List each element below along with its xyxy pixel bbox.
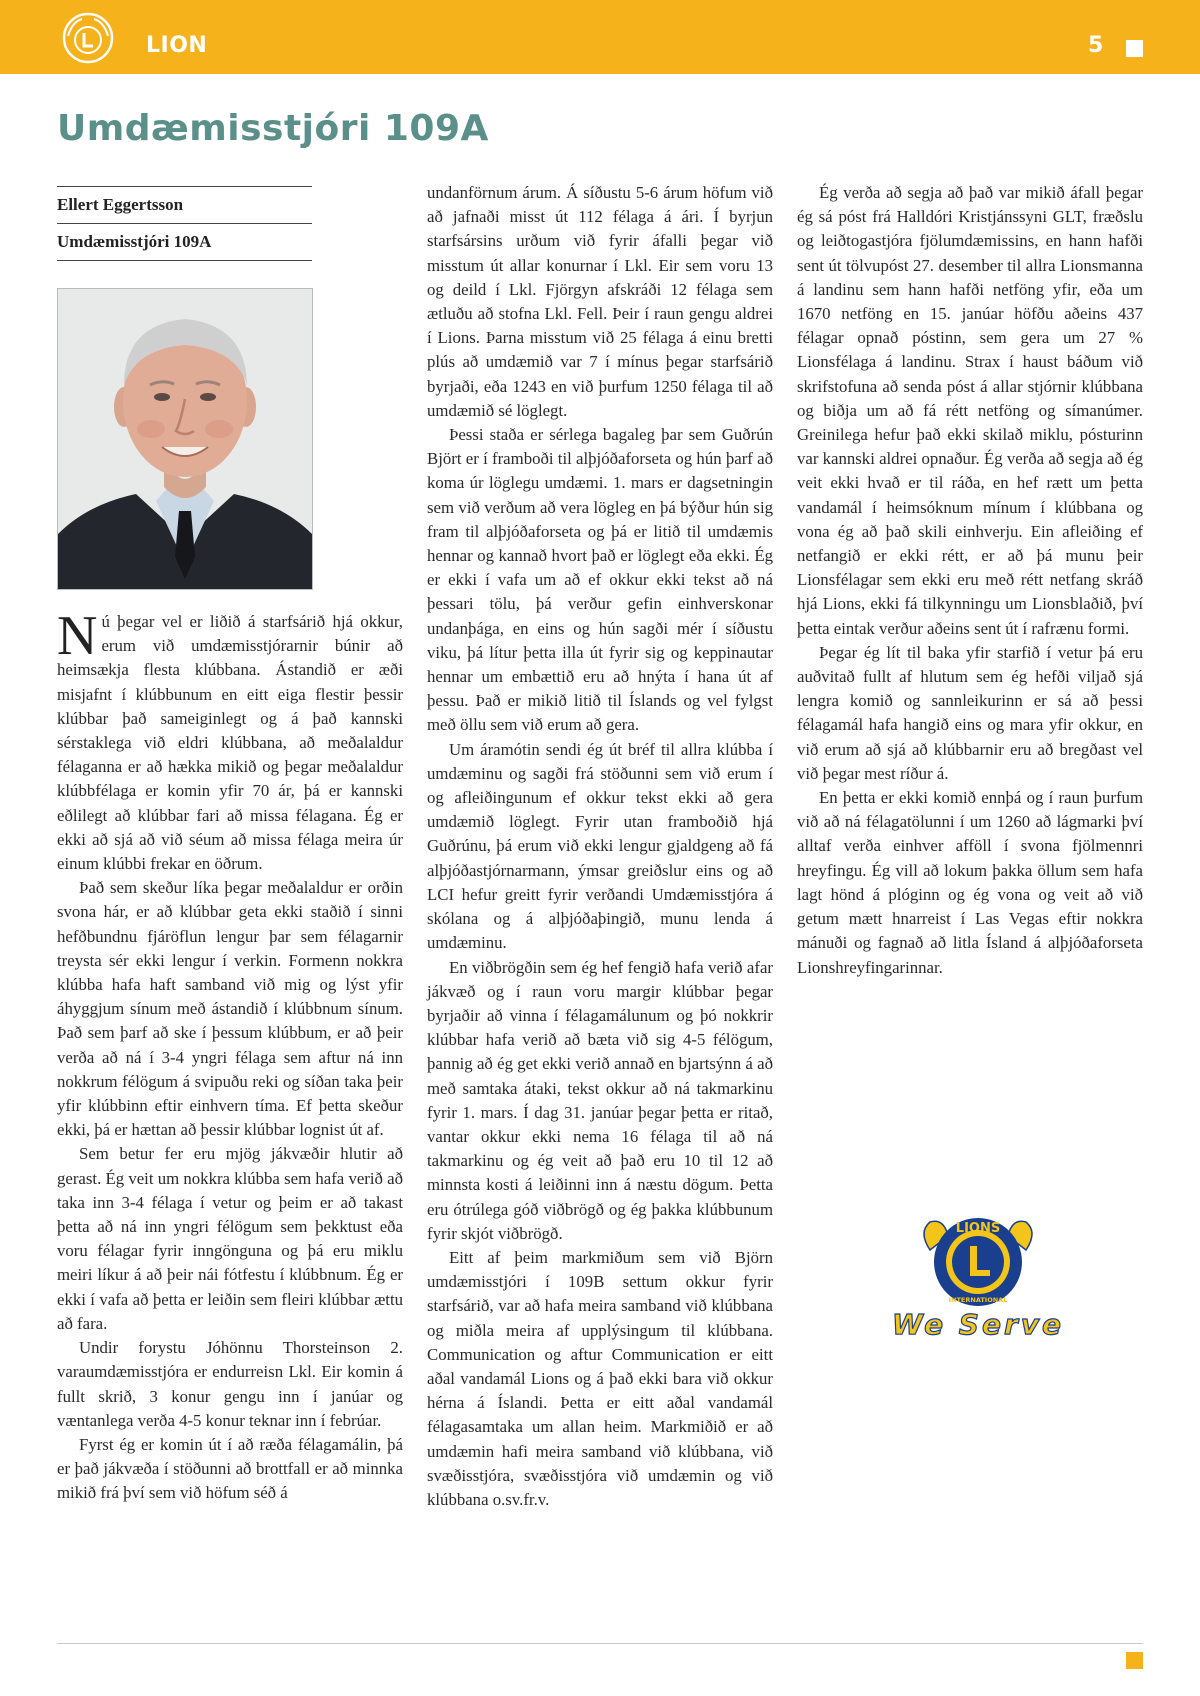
emblem-letter: L <box>977 1274 979 1275</box>
drop-cap: N <box>57 605 98 667</box>
page-marker-square <box>1126 40 1143 57</box>
magazine-name: LION <box>146 33 208 58</box>
page-title: Umdæmisstjóri 109A <box>57 108 489 149</box>
footer-rule <box>57 1643 1143 1644</box>
article-column-1 <box>57 605 403 1506</box>
page-number: 5 <box>1088 33 1104 58</box>
article-paragraph: Sem betur fer eru mjög jákvæðir hlutir að gerast. Ég veit um nokkra klúbba sem hafa verið að taka inn 3-4 félaga í vetur og þeim er að takast þetta að ná inn yngri félögum sem þekktust eða voru félagar fyrir inngönguna og þá eru miklu meiri líkur á að þeir nái fótfestu í klúbbnum. Ég er ekki í vafa að þetta er leiðin sem fleiri klúbbar ættu að fara. <box>57 1144 403 1333</box>
article-paragraph: En viðbrögðin sem ég hef fengið hafa verið afar jákvæð og í raun voru margir klúbbar þegar byrjaðir að vinna í félagamálunum og þó nokkrir klúbbar hafa verið að bæta við sig 4-5 félögum, þannig að ég get ekki verið annað en bjartsýnn á að með samtaka átaki, tekst okkur að ná takmarkinu fyrir 1. mars. Í dag 31. janúar þegar þetta er ritað, vantar okkur ekki nema 16 félaga til að ná takmarkinu og ég veit að það eru 10 til 12 að minnsta kosti á leiðinni inn á næstu dögum. Þetta eru ótrúlega góð viðbrögð og ég þakka klúbbunum fyrir skjót viðbrögð. <box>427 957 773 1243</box>
article-paragraph: En þetta er ekki komið ennþá og í raun þurfum við að ná félagatölunni í um 1260 að lágmarki því alltaf verða einhver afföll í svona fjölmennri hreyfingu. Ég vill að lokum þakka öllum sem hafa lagt hönd á plóginn og ég vona og veit að við getum mætt hnarreist í Las Vegas eftir nokkra mánuði og fagnað að litla Ísland á alþjóðaforseta Lionshreyfingarinnar. <box>797 788 1143 977</box>
article-paragraph: Eitt af þeim markmiðum sem við Björn umdæmisstjóri í 109B settum okkur fyrir starfsárið, var að hafa meira samband við klúbbana og miðla meira af upplýsingum til klúbbana. Communication og aftur Communication er eitt aðal vandamál Lions og á það ekki bara við okkur hérna á Íslandi. Þetta er eitt aðal vandamál félagasamtaka um allan heim. Markmiðið er að umdæmin hafi meira samband við klúbbana, við svæðisstjóra, svæðisstjóra við umdæmin og við klúbbana o.sv.fr.v. <box>427 1247 773 1509</box>
we-serve-slogan: We Serve <box>891 1308 1065 1340</box>
article-column-3 <box>797 181 1143 980</box>
article-paragraph: Fyrst ég er komin út í að ræða félagamálin, þá er það jákvæða í stöðunni að brottfall er að minnka mikið frá því sem við höfum séð á <box>57 1434 403 1503</box>
article-paragraph <box>57 605 403 876</box>
article-paragraph: undanförnum árum. Á síðustu 5-6 árum höfum við að jafnaði misst út 112 félaga á ári. Í byrjun starfsársins urðum við fyrir áfalli þegar við misstum út allar konurnar í Lkl. Eir sem voru 13 og deild í Lkl. Fjörgyn afskráði 12 félaga sem ætluðu að stofna Lkl. Fell. Þeir í raun gengu aldrei í Lions. Þarna misstum við 25 félaga á einu bretti plús að umdæmið var 7 í mínus þegar starfsárið byrjaði, eða 1243 en við þurfum 1250 félaga til að umdæmið sé löglegt. <box>427 183 773 420</box>
lions-logo-icon <box>62 12 114 64</box>
article-paragraph: Ég verða að segja að það var mikið áfall þegar ég sá póst frá Halldóri Kristjánssyni GLT, fræðslu og leiðtogastjóra fjölumdæmissins, en hann hafði sent út tölvupóst 27. desember til allra Lionsmanna á landinu sem hann hafði netföng yfir, eða um 1670 netföng en 15. janúar höfðu aðeins 437 félagar opnað póstinn, sem gera um 27 % Lionsfélaga á landinu. Strax í haust báðum við skrifstofuna að senda póst á allar stjórnir klúbbana og biðja um að fá rétt netföng og símanúmer. Greinilega hefur það ekki skilað miklu, pósturinn var kannski aldrei opnaður. Ég verða að segja að ég veit ekki hvað er til ráða, en hef rætt um þetta vandamál í heimsóknum mínum í klúbbana og vona ég að það skili einhverju. Ein afleiðing ef netfangið er ekki rétt, er að þá munu þeir Lionsfélagar sem ekki eru með rétt netfang skráð hjá Lions, ekki fá tilkynningu um Lionsblaðið, því þetta eintak verður aðeins sent út í rafrænu formi. <box>797 183 1143 638</box>
portrait-illustration <box>58 289 312 589</box>
author-role: Umdæmisstjóri 109A <box>57 232 212 251</box>
paragraph-text: ú þegar vel er liðið á starfsárið hjá okkur, erum við umdæmisstjórarnir búnir að heimsækja flesta klúbbana. Ástandið er æði misjafnt í klúbbunum en eitt eiga flestir þessir klúbbar það sameiginlegt og á það kannski sérstaklega við eldri klúbbana, að meðalaldur félaganna er að hækka mikið og þegar meðalaldur klúbbfélaga er komin yfir 70 ár, þá er kannski eðlilegt að klúbbar fari að missa félagana. Ég er ekki að sjá að við séum að missa félaga meira úr einum klúbbi frekar en öðrum. <box>57 612 403 874</box>
article-paragraph: Um áramótin sendi ég út bréf til allra klúbba í umdæminu og sagði frá stöðunni sem við erum í og afleiðingunum ef okkur tekst ekki að gera umdæmið löglegt. Fyrir utan framboðið hjá Guðrúnu, þá erum við ekki lengur gjaldgeng að fá alþjóðastjórnarmann, ýmsar greiðslur eins og að LCI hefur greitt fyrir verðandi Umdæmisstjóra á skólana og á alþjóðaþingið, munu lenda á umdæminu. <box>427 739 773 953</box>
emblem-top-text: LIONS <box>955 1221 1001 1236</box>
author-portrait <box>57 288 313 590</box>
article-paragraph: Undir forystu Jóhönnu Thorsteinson 2. varaumdæmisstjóra er endurreisn Lkl. Eir komin á fullt skrið, 3 konur gengu inn í janúar og væntanlega verða 4-5 konur teknar inn í febrúar. <box>57 1338 403 1430</box>
article-paragraph: Þessi staða er sérlega bagaleg þar sem Guðrún Björt er í framboði til alþjóðaforseta og hún þarf að koma úr löglegu umdæmi. 1. mars er dagsetningin sem við verðum að vera lögleg en þá býður hún sig fram til alþjóðaforseta og þá er litið til umdæmis hennar og kannað hvort það er löglegt eða ekki. Ég er ekki í vafa um að ef okkur ekki tekst að ná þessari tölu, þá verður gefin einhverskonar undanþága, en eins og hún sagði mér í síðustu viku, þá lítur þetta illa út fyrir sig og keppinautar hennar um embættið eru að hnýta í hana út af þessu. Það er mikið litið til Íslands og vel fylgst með öllu sem við erum að gera. <box>427 425 773 735</box>
lions-we-serve-emblem <box>888 1210 1068 1340</box>
article-column-2 <box>427 181 773 1512</box>
lions-emblem-icon <box>924 1218 1032 1306</box>
author-name: Ellert Eggertsson <box>57 195 184 214</box>
emblem-bottom-text: INTERNATIONAL <box>948 1296 1008 1304</box>
footer-marker-square <box>1126 1652 1143 1669</box>
header-bar <box>0 0 1200 74</box>
byline-rule <box>57 260 312 261</box>
article-paragraph: Þegar ég lít til baka yfir starfið í vetur þá eru auðvitað fullt af hlutum sem ég hefði viljað sjá lengra komið og sannleikurinn er sá að þessi félagamál hafa hangið eins og mara yfir okkur, en við erum að sjá að klúbbarnir eru að bregðast vel við þegar mest ríður á. <box>797 642 1143 783</box>
article-paragraph: Það sem skeður líka þegar meðalaldur er orðin svona hár, er að klúbbar geta ekki staðið í sinni hefðbundnu fjáröflun lengur þar sem félagarnir treysta sér ekki lengur í verkin. Formenn nokkra klúbba hafa haft samband við mig og lýst yfir áhyggjum sínum með ástandið í klúbbnum sínum. Það sem þarf að ske í þessum klúbbum, er að þeir verða að ná í 3-4 yngri félaga sem aftur ná inn nokkrum félögum á svipuðu reki og síðan taka þeir yfir klúbbinn eftir einhvern tíma. Ef þetta skeður ekki, þá er hættan að þessir klúbbar lognist út af. <box>57 878 403 1140</box>
byline <box>57 186 312 261</box>
